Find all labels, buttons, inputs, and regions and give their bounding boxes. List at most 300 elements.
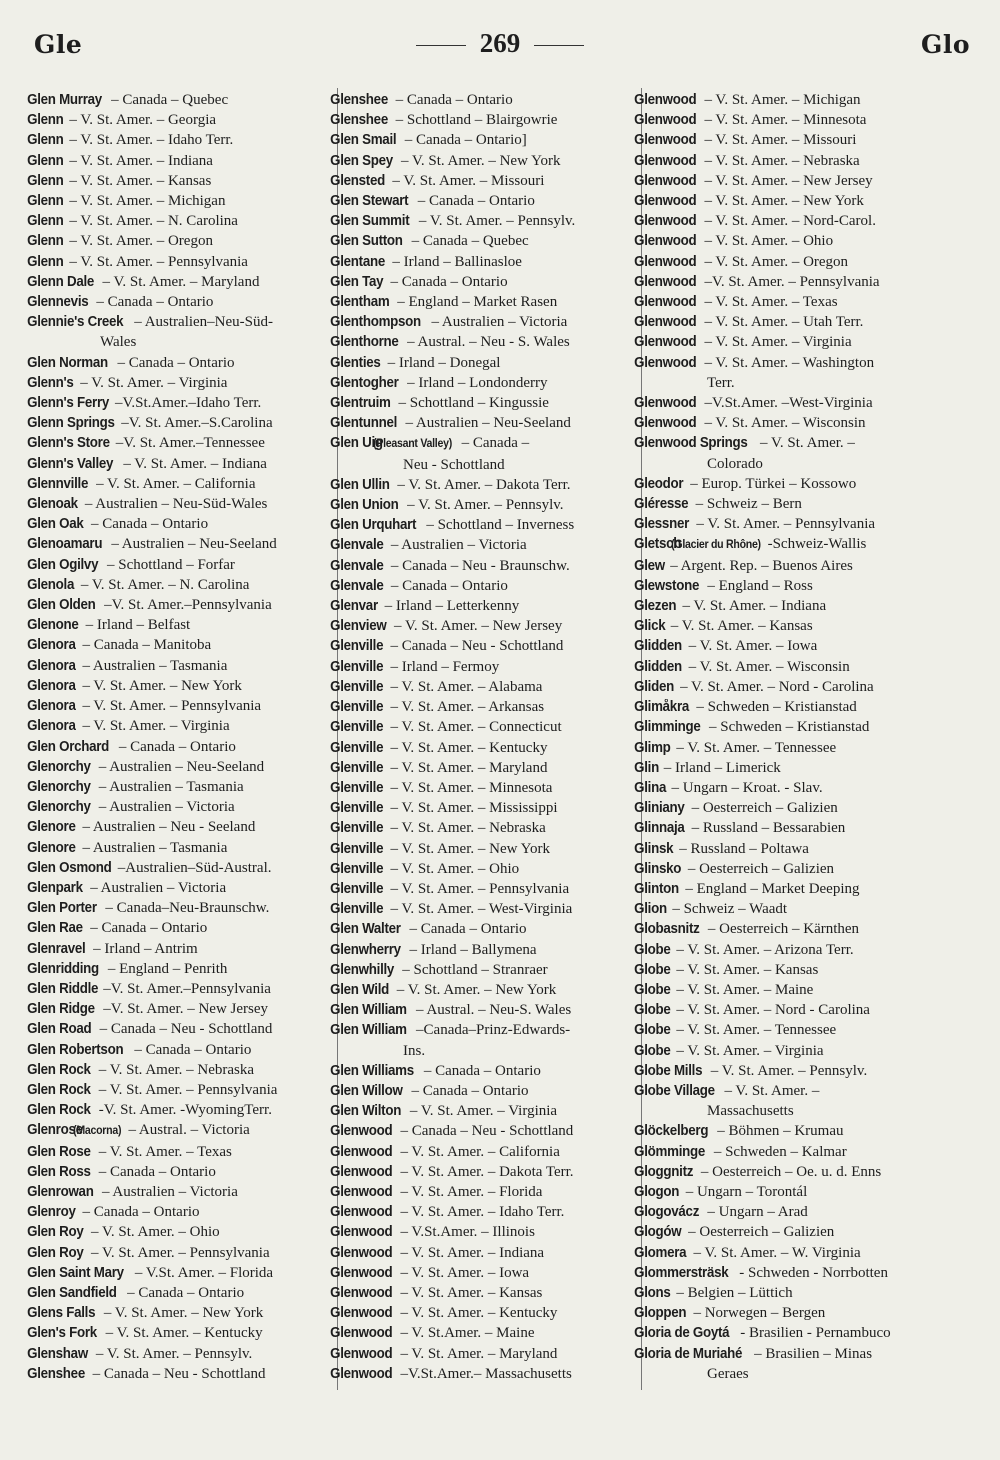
gazetteer-entry [634,1202,947,1222]
entry-location: – V. St. Amer. – Alabama [386,678,543,695]
entry-location: – Canada – Ontario [78,1204,200,1221]
entry-location: – Australien – Tasmania [95,778,244,795]
entry-location: – V. St. Amer. – Pennsylvania [65,253,248,270]
gazetteer-entry [634,231,947,251]
entry-location: – Europ. Türkei – Kossowo [686,475,857,492]
entry-place-name: Glimminge [634,719,701,736]
entry-location: – Canada – Ontario [387,577,508,594]
gazetteer-entry [330,171,641,191]
entry-location: – V. St. Amer. – Mississippi [386,800,558,817]
entry-place-name: Glenwood [330,1365,393,1382]
entry-location: – V. St. Amer. – Indiana [65,152,213,169]
entry-place-name: Glen Porter [27,900,97,917]
gazetteer-entry [634,353,947,373]
entry-location: – V. St. Amer. – Utah Terr. [700,314,864,331]
entry-location: –V. St. Amer.–Pennsylvania [100,597,272,614]
entry-place-name: Glenwood [330,1204,393,1221]
entry-location: – Canada – Neu - Braunschw. [387,557,570,574]
entry-location: – V. St. Amer. – Minnesota [386,779,553,796]
entry-location: – Austral. – Neu - S. Wales [403,334,570,351]
entry-location: – Australien – Victoria [98,1183,238,1200]
entry-place-name: Glennevis [27,294,89,311]
gazetteer-entry [330,1364,641,1384]
entry-place-name: Glenville [330,860,384,877]
gazetteer-entry [27,676,336,696]
entry-place-name: Glenn [27,132,64,149]
entry-place-name: Glenora [27,657,76,674]
entry-location: – V. St. Amer. – New York [393,981,557,998]
entry-place-name: Glen Roy [27,1224,84,1241]
entry-location: – V. St. Amer. – Iowa [684,638,818,655]
gazetteer-entry [27,413,336,433]
entry-location: – Irland – Belfast [81,617,191,634]
gazetteer-entry [27,797,336,817]
entry-location: – Canada – Ontario [386,273,508,290]
entry-place-name: Globe Village [634,1082,715,1099]
entry-continuation: Wales [100,334,137,351]
entry-location: – V. St. Amer. – Pennsylvania [386,880,570,897]
gazetteer-entry [330,110,641,130]
entry-place-name: Glen Summit [330,213,410,230]
gazetteer-entry [634,211,947,231]
gazetteer-entry [330,697,641,717]
entry-place-name: Gletsch [634,536,682,553]
entry-continuation: Geraes [707,1365,749,1382]
gazetteer-entry [27,191,336,211]
gazetteer-entry [634,171,947,191]
entry-place-name: Glenville [330,901,384,918]
entry-location: – V. St. Amer. – Virginia [700,334,852,351]
entry-place-name: Glenwood Springs [634,435,748,452]
gazetteer-entry [27,171,336,191]
entry-place-name: Glenwood [634,152,697,169]
entry-place-name: Glenora [27,698,76,715]
gazetteer-entry [27,918,336,938]
entry-location: – Australien – Victoria [427,314,568,331]
entry-place-name: Glen Roy [27,1244,84,1261]
entry-place-name: Glenville [330,658,384,675]
gazetteer-entry [27,737,336,757]
entry-place-name: Glen Orchard [27,738,110,755]
entry-location: – Canada – Quebec [407,233,529,250]
gazetteer-entry [634,758,947,778]
entry-place-note: (Glacier du Rhône) [671,539,761,552]
entry-place-name: Glomera [634,1244,687,1261]
entry-place-name: Glion [634,901,667,918]
entry-location: – Irland – Limerick [660,759,781,776]
entry-location: – V. St. Amer. – Virginia [406,1103,558,1120]
entry-location: – V. St. Amer. – Oregon [700,253,849,270]
entry-location: – Canada – Ontario [407,1082,529,1099]
gazetteer-entry [330,1243,641,1263]
entry-location: – Schweden – Kristianstad [705,719,870,736]
entry-place-name: Glen Uig [330,435,383,452]
entry-location: – Canada – Ontario [113,354,235,371]
entry-continuation: Ins. [403,1042,426,1059]
entry-location: – V. St. Amer. – Kansas [396,1284,543,1301]
entry-place-name: Glenwood [330,1284,393,1301]
entry-place-name: Glenwood [634,172,697,189]
gazetteer-entry [330,1344,641,1364]
gazetteer-entry [634,879,947,899]
gazetteer-entry [330,1142,641,1162]
entry-location: – Canada – Ontario] [400,132,527,149]
entry-location: – V. St. Amer. – Idaho Terr. [396,1204,565,1221]
entry-place-name: Glenwood [330,1183,393,1200]
entry-location: – Canada – Ontario [405,921,527,938]
entry-location: –V. St. Amer. – Pennsylvania [700,273,880,290]
gazetteer-entry [27,454,336,474]
entry-location: – V. St. Amer. – California [92,475,256,492]
gazetteer-entry [634,1020,947,1040]
entry-location: – V. St. Amer. – W. Virginia [689,1244,861,1261]
gazetteer-entry [330,717,641,737]
gazetteer-entry [634,433,947,453]
gazetteer-entry [330,332,641,352]
gazetteer-entry [634,292,947,312]
entry-place-name: Glenwood [634,314,697,331]
gazetteer-entry [27,1323,336,1343]
gazetteer-entry [330,940,641,960]
gazetteer-entry [27,1202,336,1222]
gazetteer-entry [634,1283,947,1303]
entry-place-name: Glenrose [27,1122,83,1139]
gazetteer-entry [27,1263,336,1283]
entry-place-name: Glenorchy [27,758,91,775]
entry-place-name: Globe [634,961,671,978]
entry-place-name: Glenvar [330,598,378,615]
entry-location: – V. St. Amer. – Michigan [65,193,226,210]
column-1 [27,90,336,1384]
gazetteer-entry [330,130,641,150]
gazetteer-entry [27,1080,336,1100]
entry-location: – Austral. – Victoria [124,1122,250,1139]
entry-location: – V. St. Amer. – Minnesota [700,112,867,129]
entry-place-name: Glenwood [634,112,697,129]
entry-place-name: Glennie's Creek [27,314,124,331]
entry-place-name: Glenwood [634,213,697,230]
gazetteer-entry [330,1081,641,1101]
gazetteer-entry [27,656,336,676]
entry-place-name: Glen Urquhart [330,517,417,534]
entry-place-name: Glogon [634,1183,680,1200]
entry-place-name: Glinsk [634,840,674,857]
entry-place-name: Glenola [27,576,75,593]
entry-location: – V. St. Amer. – Kentucky [101,1325,263,1342]
gazetteer-entry [27,1120,336,1141]
entry-location: –V. St. Amer.–Tennessee [115,435,265,452]
entry-location: – V. St. Amer. – Ohio [700,233,834,250]
entry-place-name: Glen Wilton [330,1103,402,1120]
gazetteer-entry [330,231,641,251]
entry-place-name: Glenorchy [27,778,91,795]
entry-place-name: Globe [634,1002,671,1019]
entry-location: – V. St. Amer. – Pennsylv. [92,1345,253,1362]
gazetteer-entry [27,231,336,251]
entry-location: – V. St. Amer. – Maryland [396,1345,558,1362]
gazetteer-entry [634,636,947,656]
entry-place-name: Glenville [330,699,384,716]
entry-place-name: Glenville [330,800,384,817]
entry-location: – Ungarn – Kroat. - Slav. [667,779,823,796]
entry-location: – V. St. Amer. – Iowa [396,1264,530,1281]
gazetteer-entry [330,556,641,576]
gazetteer-entry [27,959,336,979]
gazetteer-entry [634,494,947,514]
entry-location: – V.St.Amer. – Illinois [396,1224,535,1241]
entry-location: – Irland – Ballinasloe [388,253,522,270]
gazetteer-entry [27,555,336,575]
gazetteer-entry [330,475,641,495]
entry-place-name: Gloria de Goytá [634,1325,730,1342]
entry-location: – V. St. Amer. – Pennsylvania [78,698,262,715]
entry-place-name: Glenview [330,618,387,635]
gazetteer-entry [27,1142,336,1162]
entry-location: – Canada – [457,435,530,452]
gazetteer-entry [634,130,947,150]
entry-place-name: Glen Wild [330,981,390,998]
entry-location: – Canada – Neu - Schottland [95,1021,273,1038]
entry-location: –V.St.Amer.–Idaho Terr. [115,395,262,412]
entry-place-name: Glenwood [634,415,697,432]
entry-place-name: Glenwood [634,193,697,210]
header-left-keyword: Gle [34,30,83,59]
entry-location: – Australien – Tasmania [78,657,228,674]
gazetteer-entry [330,393,641,413]
entry-place-name: Glenville [330,779,384,796]
entry-place-name: Glen William [330,1002,407,1019]
entry-place-name: Glenties [330,354,381,371]
gazetteer-entry [634,191,947,211]
gazetteer-entry [27,1364,336,1384]
entry-place-name: Glenoak [27,496,78,513]
gazetteer-entry [634,657,947,677]
gazetteer-entry [27,838,336,858]
gazetteer-entry [330,839,641,859]
entry-place-name: Glenvale [330,577,384,594]
gazetteer-entry [634,818,947,838]
gazetteer-entry [634,980,947,1000]
entry-place-name: Globe [634,981,671,998]
entry-place-name: Glessner [634,516,690,533]
gazetteer-entry [27,1283,336,1303]
gazetteer-entry [27,575,336,595]
gazetteer-entry [27,433,336,453]
entry-location: – V. St. Amer. – Pennsylvania [692,516,876,533]
gazetteer-entry [330,576,641,596]
entry-place-name: Glenville [330,638,384,655]
entry-location: – V. St. Amer. – Pennsylvania [95,1081,278,1098]
gazetteer-entry [27,211,336,231]
entry-location: – V. St. Amer. – Missouri [388,172,545,189]
entry-place-name: Glenwood [330,1345,393,1362]
gazetteer-entry [330,778,641,798]
entry-place-name: Glenwood [634,354,697,371]
entry-place-name: Glenn [27,233,64,250]
entry-location: – Irland – Donegal [383,354,501,371]
entry-place-name: Glentruim [330,395,391,412]
entry-location: –V.St.Amer. –West-Virginia [700,395,873,412]
entry-location: – V. St. Amer. – Arizona Terr. [672,941,854,958]
entry-place-name: Glenshee [27,1365,85,1382]
entry-location: – Irland – Letterkenny [380,598,520,615]
entry-place-name: Glen Smail [330,132,397,149]
entry-location: – V. St. Amer. – Maryland [386,759,548,776]
entry-location: – Australien – Neu-Süd-Wales [81,496,268,513]
entry-place-name: Glen Road [27,1021,92,1038]
entry-place-name: Glew [634,557,665,574]
entry-place-name: Glimåkra [634,699,690,716]
entry-location: – V. St. Amer. – Connecticut [386,719,562,736]
entry-location: – Australien – Neu-Seeland [107,536,277,553]
gazetteer-entry [330,596,641,616]
entry-place-name: Glenorchy [27,799,91,816]
entry-place-name: Gloppen [634,1305,687,1322]
gazetteer-entry [330,1061,641,1081]
entry-location: – Canada – Ontario [92,294,214,311]
entry-location: –Canada–Prinz-Edwards- [412,1022,571,1039]
entry-location: – Irland – Londonderry [403,374,548,391]
entry-place-name: Glenn Springs [27,415,115,432]
gazetteer-entry [330,1303,641,1323]
entry-location: – V. St. Amer. – Ohio [386,860,520,877]
entry-place-name: Glenshaw [27,1345,88,1362]
gazetteer-entry [634,312,947,332]
entry-place-name: Glenwood [330,1143,393,1160]
entry-place-name: Glens Falls [27,1305,96,1322]
entry-location: – V. St. Amer. – Wisconsin [700,415,866,432]
gazetteer-entry [634,413,947,433]
entry-continuation: Colorado [707,455,763,472]
entry-place-name: Glenwood [330,1224,393,1241]
entry-location: – Böhmen – Krumau [713,1123,844,1140]
entry-location: – Oesterreich – Oe. u. d. Enns [697,1163,882,1180]
column-3 [634,90,947,1384]
gazetteer-entry [634,839,947,859]
entry-place-name: Glenwood [634,395,697,412]
entry-place-name: Glen's Fork [27,1325,97,1342]
entry-place-name: Glenravel [27,940,86,957]
gazetteer-entry [27,151,336,171]
entry-place-name: Glenn [27,213,64,230]
gazetteer-entry [330,1323,641,1343]
entry-place-name: Glenwherry [330,941,401,958]
entry-place-name: Glenville [330,759,384,776]
entry-location: – V. St. Amer. – Arkansas [386,699,545,716]
column-2 [330,90,641,1384]
entry-location: -V. St. Amer. -WyomingTerr. [95,1102,272,1119]
entry-place-name: Glenn's Ferry [27,395,110,412]
gazetteer-entry [634,940,947,960]
gazetteer-entry [634,514,947,534]
gazetteer-entry [634,1000,947,1020]
entry-location: – V. St. Amer. – New York [100,1305,264,1322]
gazetteer-entry [634,960,947,980]
gazetteer-entry [27,353,336,373]
entry-location: – V. St. Amer. – Pennsylv. [415,213,576,230]
gazetteer-entry [330,535,641,555]
gazetteer-entry [634,1061,947,1081]
entry-location: – V. St. Amer. – N. Carolina [65,213,238,230]
entry-location: – V. St. Amer. – N. Carolina [77,576,250,593]
entry-location: – Russland – Poltawa [675,840,809,857]
entry-location: – Schweden – Kristianstad [692,699,857,716]
entry-continuation: Massachusetts [707,1103,794,1120]
entry-location: - Brasilien - Pernambuco [736,1325,891,1342]
entry-location: – V. St. Amer. – Virginia [672,1042,824,1059]
entry-place-name: Glen Sutton [330,233,403,250]
entry-place-name: Glen Walter [330,921,401,938]
gazetteer-entry [27,858,336,878]
entry-location: – V. St. Amer. – Dakota Terr. [393,476,571,493]
gazetteer-entry [27,635,336,655]
gazetteer-entry [27,474,336,494]
entry-place-name: Glinnaja [634,820,685,837]
entry-place-name: Glenwood [330,1264,393,1281]
entry-location: – Canada – Ontario [86,920,208,937]
entry-location: – Norwegen – Bergen [689,1305,826,1322]
gazetteer-entry [27,494,336,514]
entry-location: – V. St. Amer. – Washington [700,354,875,371]
entry-location: – V. St. Amer. – Idaho Terr. [65,132,234,149]
entry-location: – Australien–Neu-Süd- [130,314,274,331]
entry-location: – V. St. Amer. – Kentucky [386,739,548,756]
gazetteer-entry [27,534,336,554]
gazetteer-entry [27,110,336,130]
entry-location: – Schweiz – Bern [691,496,802,513]
gazetteer-entry [634,1142,947,1162]
entry-location: – V. St. Amer. – Indiana [119,455,267,472]
entry-location: – V. St. Amer. – Kansas [666,618,813,635]
entry-place-name: Glidden [634,658,682,675]
entry-location: – V. St. Amer. – Nord - Carolina [672,1002,870,1019]
entry-location: – V. St. Amer. – Nord - Carolina [676,678,874,695]
entry-location: – V. St. Amer. – Nebraska [386,820,546,837]
gazetteer-entry [27,1182,336,1202]
gazetteer-entry [27,252,336,272]
entry-place-name: Glen Ullin [330,476,390,493]
gazetteer-entry [330,151,641,171]
entry-place-name: Glenora [27,637,76,654]
entry-place-name: Glen Oak [27,516,84,533]
entry-place-note: (Pleasant Valley) [373,438,453,451]
entry-location: – Oesterreich – Galizien [684,860,835,877]
entry-place-name: Glen Union [330,497,399,514]
entry-location: – Australien – Neu-Seeland [401,415,571,432]
entry-location: – V. St. Amer. – Indiana [396,1244,545,1261]
entry-location: –V. St. Amer.–Pennsylvania [103,980,271,997]
gazetteer-entry [634,677,947,697]
entry-location: – V. St. Amer. – Oregon [65,233,213,250]
entry-location: – V. St. Amer. – Dakota Terr. [396,1163,574,1180]
entry-place-name: Glen Rose [27,1143,91,1160]
entry-place-name: Glen Ogilvy [27,556,99,573]
entry-location: – England – Market Rasen [393,294,558,311]
entry-place-name: Glidden [634,638,682,655]
entry-place-name: Glommersträsk [634,1264,729,1281]
gazetteer-entry [27,716,336,736]
entry-location: – England – Market Deeping [681,880,860,897]
entry-location: – Canada – Ontario [130,1041,252,1058]
entry-place-name: Glentogher [330,374,399,391]
entry-place-name: Glen Spey [330,152,393,169]
gazetteer-entry [27,292,336,312]
entry-location: – V. St. Amer. – [720,1082,820,1099]
entry-location: – Canada – Ontario [391,92,513,108]
gazetteer-entry [634,1323,947,1343]
entry-place-name: Globe [634,1042,671,1059]
entry-place-name: Globe Mills [634,1062,703,1079]
